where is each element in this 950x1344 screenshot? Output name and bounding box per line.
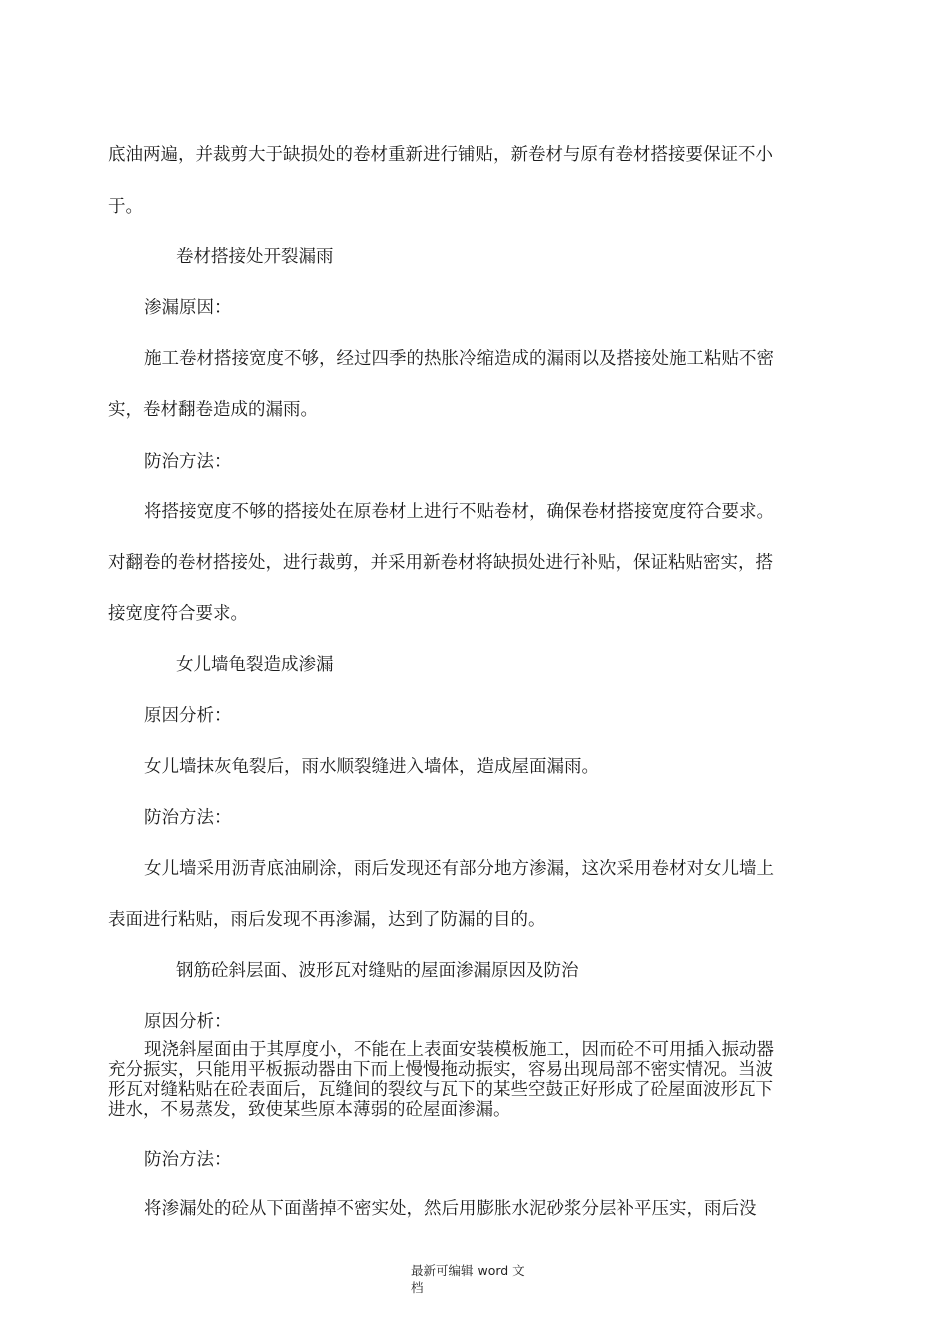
body-text-line: 表面进行粘贴，雨后发现不再渗漏，达到了防漏的目的。 <box>108 910 546 930</box>
section-heading: 钢筋砼斜层面、波形瓦对缝贴的屋面渗漏原因及防治 <box>176 961 579 981</box>
body-text-line: 底油两遍，并裁剪大于缺损处的卷材重新进行铺贴，新卷材与原有卷材搭接要保证不小 <box>108 145 773 165</box>
footer-line: 档 <box>411 1280 424 1295</box>
subheading: 防治方法： <box>144 808 232 828</box>
dense-paragraph-line: 充分振实，只能用平板振动器由下而上慢慢拖动振实，容易出现局部不密实情况。当波 <box>108 1060 773 1080</box>
page-footer <box>411 1262 541 1296</box>
body-text-line: 女儿墙抹灰龟裂后，雨水顺裂缝进入墙体，造成屋面漏雨。 <box>144 757 599 777</box>
dense-paragraph-line: 现浇斜屋面由于其厚度小，不能在上表面安装模板施工，因而砼不可用插入振动器 <box>144 1040 774 1060</box>
subheading: 原因分析： <box>144 706 232 726</box>
subheading: 防治方法： <box>144 1150 232 1170</box>
body-text-line: 对翻卷的卷材搭接处，进行裁剪，并采用新卷材将缺损处进行补贴，保证粘贴密实，搭 <box>108 553 773 573</box>
body-text-line: 于。 <box>108 197 143 217</box>
footer-line: 最新可编辑 word 文 <box>411 1263 525 1278</box>
body-text-line: 接宽度符合要求。 <box>108 604 248 624</box>
body-text-line: 实，卷材翻卷造成的漏雨。 <box>108 400 318 420</box>
dense-paragraph <box>108 1040 843 1120</box>
subheading: 渗漏原因： <box>144 298 232 318</box>
dense-paragraph-line: 形瓦对缝粘贴在砼表面后，瓦缝间的裂纹与瓦下的某些空鼓正好形成了砼屋面波形瓦下 <box>108 1080 773 1100</box>
body-text-line: 女儿墙采用沥青底油刷涂，雨后发现还有部分地方渗漏，这次采用卷材对女儿墙上 <box>144 859 774 879</box>
subheading: 原因分析： <box>144 1012 232 1032</box>
body-text-line: 将搭接宽度不够的搭接处在原卷材上进行不贴卷材，确保卷材搭接宽度符合要求。 <box>144 502 774 522</box>
body-text-line: 将渗漏处的砼从下面凿掉不密实处，然后用膨胀水泥砂浆分层补平压实，雨后没 <box>144 1199 757 1219</box>
section-heading: 女儿墙龟裂造成渗漏 <box>176 655 334 675</box>
section-heading: 卷材搭接处开裂漏雨 <box>176 247 334 267</box>
subheading: 防治方法： <box>144 452 232 472</box>
dense-paragraph-line: 进水，不易蒸发，致使某些原本薄弱的砼屋面渗漏。 <box>108 1100 511 1120</box>
body-text-line: 施工卷材搭接宽度不够，经过四季的热胀冷缩造成的漏雨以及搭接处施工粘贴不密 <box>144 349 774 369</box>
